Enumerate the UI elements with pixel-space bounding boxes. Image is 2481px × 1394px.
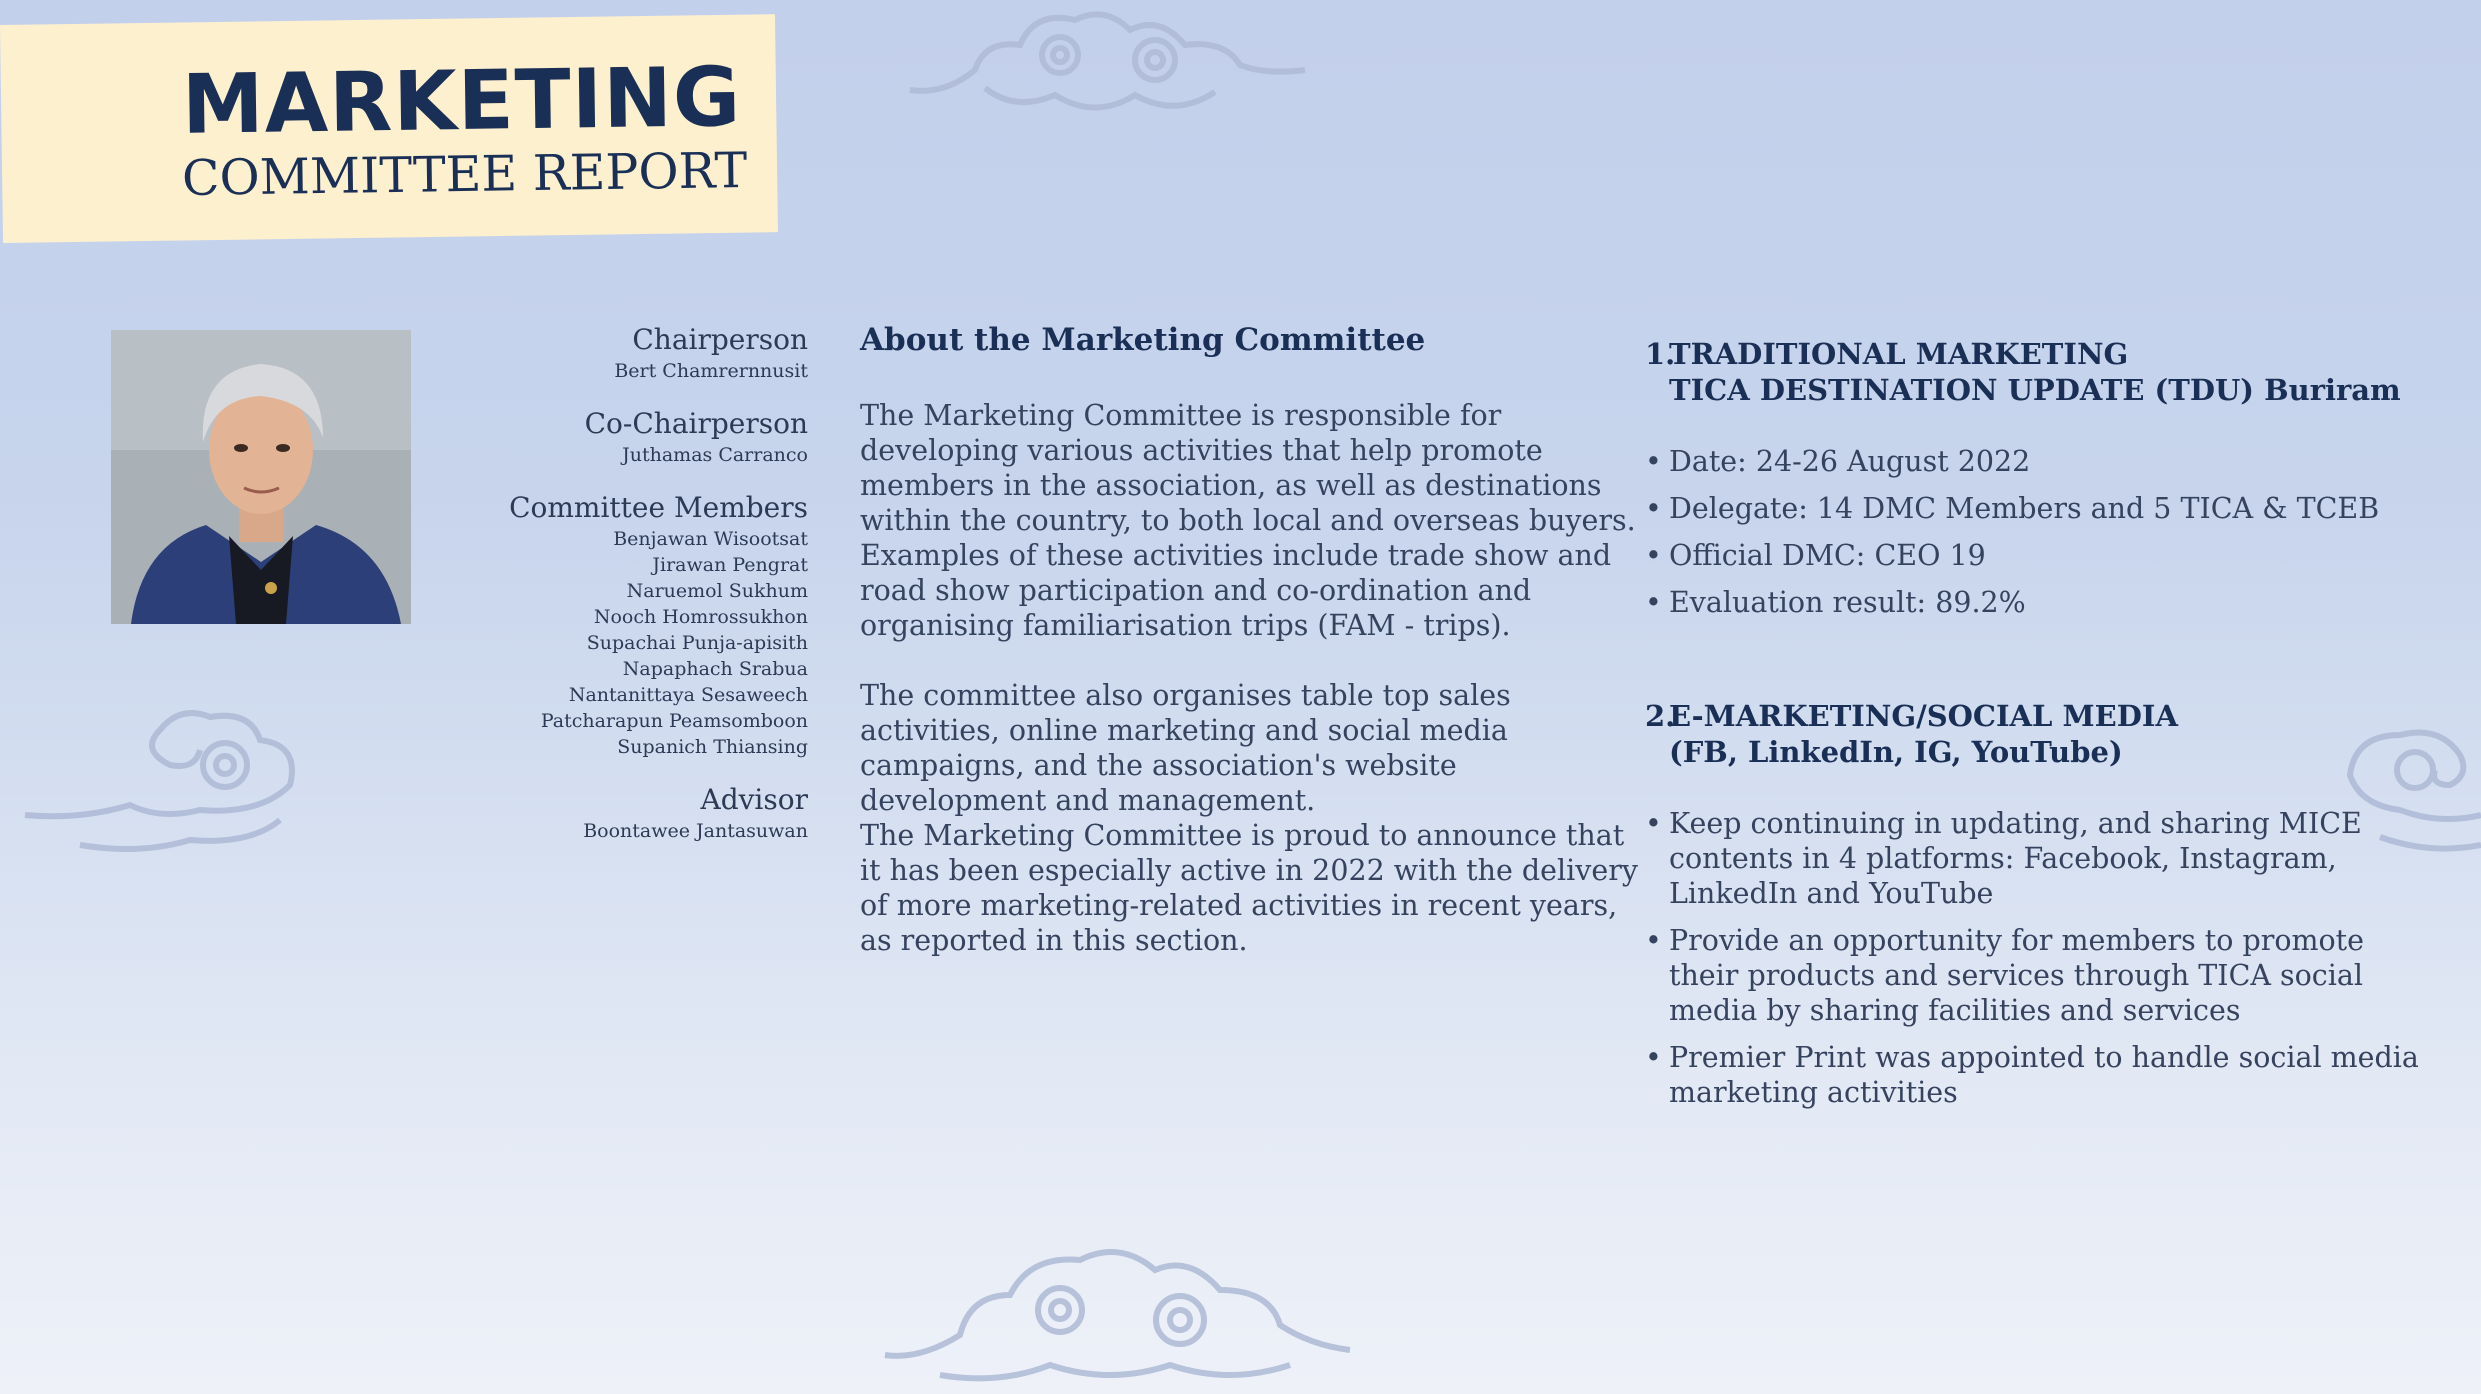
chairperson-photo <box>111 330 411 624</box>
page-subtitle: COMMITTEE REPORT <box>181 142 748 207</box>
page-title: MARKETING <box>181 50 742 153</box>
list-item: • Date: 24-26 August 2022 <box>1645 445 2031 478</box>
members-title: Committee Members <box>509 491 808 524</box>
chair-name: Bert Chamrernnusit <box>614 360 808 382</box>
bullet-icon: • <box>1645 492 1662 525</box>
section-title: E-MARKETING/SOCIAL MEDIA <box>1669 699 2178 733</box>
list-item: • Provide an opportunity for members to promote their products and services through TICA social media by sharing facilities and services <box>1645 924 2364 1027</box>
list-item: • Evaluation result: 89.2% <box>1645 586 2026 619</box>
section-bullet-list <box>1645 806 2425 1110</box>
about-paragraph: The Marketing Committee is proud to announce that it has been especially active in 2022 with the delivery of more marketing-related activities in recent years, as reported in this section. <box>860 819 1638 957</box>
cloud-icon <box>905 0 1325 125</box>
section-heading <box>1645 336 2401 408</box>
cloud-icon <box>20 705 300 875</box>
about-heading: About the Marketing Committee <box>860 322 1426 358</box>
cochair-title: Co-Chairperson <box>584 407 808 440</box>
member-name: Nantanittaya Sesaweech <box>568 684 808 706</box>
member-name: Jirawan Pengrat <box>652 554 808 576</box>
section-heading <box>1645 698 2178 770</box>
bullet-icon: • <box>1645 1041 1662 1074</box>
list-item: • Official DMC: CEO 19 <box>1645 539 1986 572</box>
cochair-name: Juthamas Carranco <box>622 444 808 466</box>
committee-roster <box>420 322 808 844</box>
about-paragraph: The committee also organises table top sales activities, online marketing and social media campaigns, and the association's website development and management. <box>860 679 1511 817</box>
bullet-icon: • <box>1645 586 1662 619</box>
bullet-icon: • <box>1645 539 1662 572</box>
advisor-title: Advisor <box>700 783 808 816</box>
section-number: 2. <box>1645 699 1676 733</box>
section-title: TRADITIONAL MARKETING <box>1669 337 2129 371</box>
member-name: Patcharapun Peamsomboon <box>540 710 808 732</box>
member-name: Naruemol Sukhum <box>626 580 808 602</box>
bullet-icon: • <box>1645 445 1662 478</box>
section-number: 1. <box>1645 337 1676 371</box>
section-subtitle: (FB, LinkedIn, IG, YouTube) <box>1669 735 2123 769</box>
member-name: Supanich Thiansing <box>617 736 808 758</box>
section-bullet-list <box>1645 444 2425 620</box>
cloud-icon <box>880 1235 1360 1385</box>
list-item: • Premier Print was appointed to handle social media marketing activities <box>1645 1041 2419 1109</box>
chair-title: Chairperson <box>632 323 808 356</box>
member-name: Napaphach Srabua <box>622 658 808 680</box>
advisor-name: Boontawee Jantasuwan <box>583 820 808 842</box>
member-name: Supachai Punja-apisith <box>586 632 808 654</box>
member-name: Nooch Homrossukhon <box>593 606 808 628</box>
bullet-icon: • <box>1645 807 1662 840</box>
section-subtitle: TICA DESTINATION UPDATE (TDU) Buriram <box>1669 373 2401 407</box>
about-paragraph: The Marketing Committee is responsible for developing various activities that help promote members in the association, as well as destinations within the country, to both local and overseas buyers. Examples of these activities include trade show and road show participation and co-ordination and organising familiarisation trips (FAM - trips). <box>860 399 1636 642</box>
bullet-icon: • <box>1645 924 1662 957</box>
list-item: • Delegate: 14 DMC Members and 5 TICA & TCEB <box>1645 492 2380 525</box>
list-item: • Keep continuing in updating, and sharing MICE contents in 4 platforms: Facebook, Instagram, LinkedIn and YouTube <box>1645 807 2362 910</box>
member-name: Benjawan Wisootsat <box>613 528 808 550</box>
